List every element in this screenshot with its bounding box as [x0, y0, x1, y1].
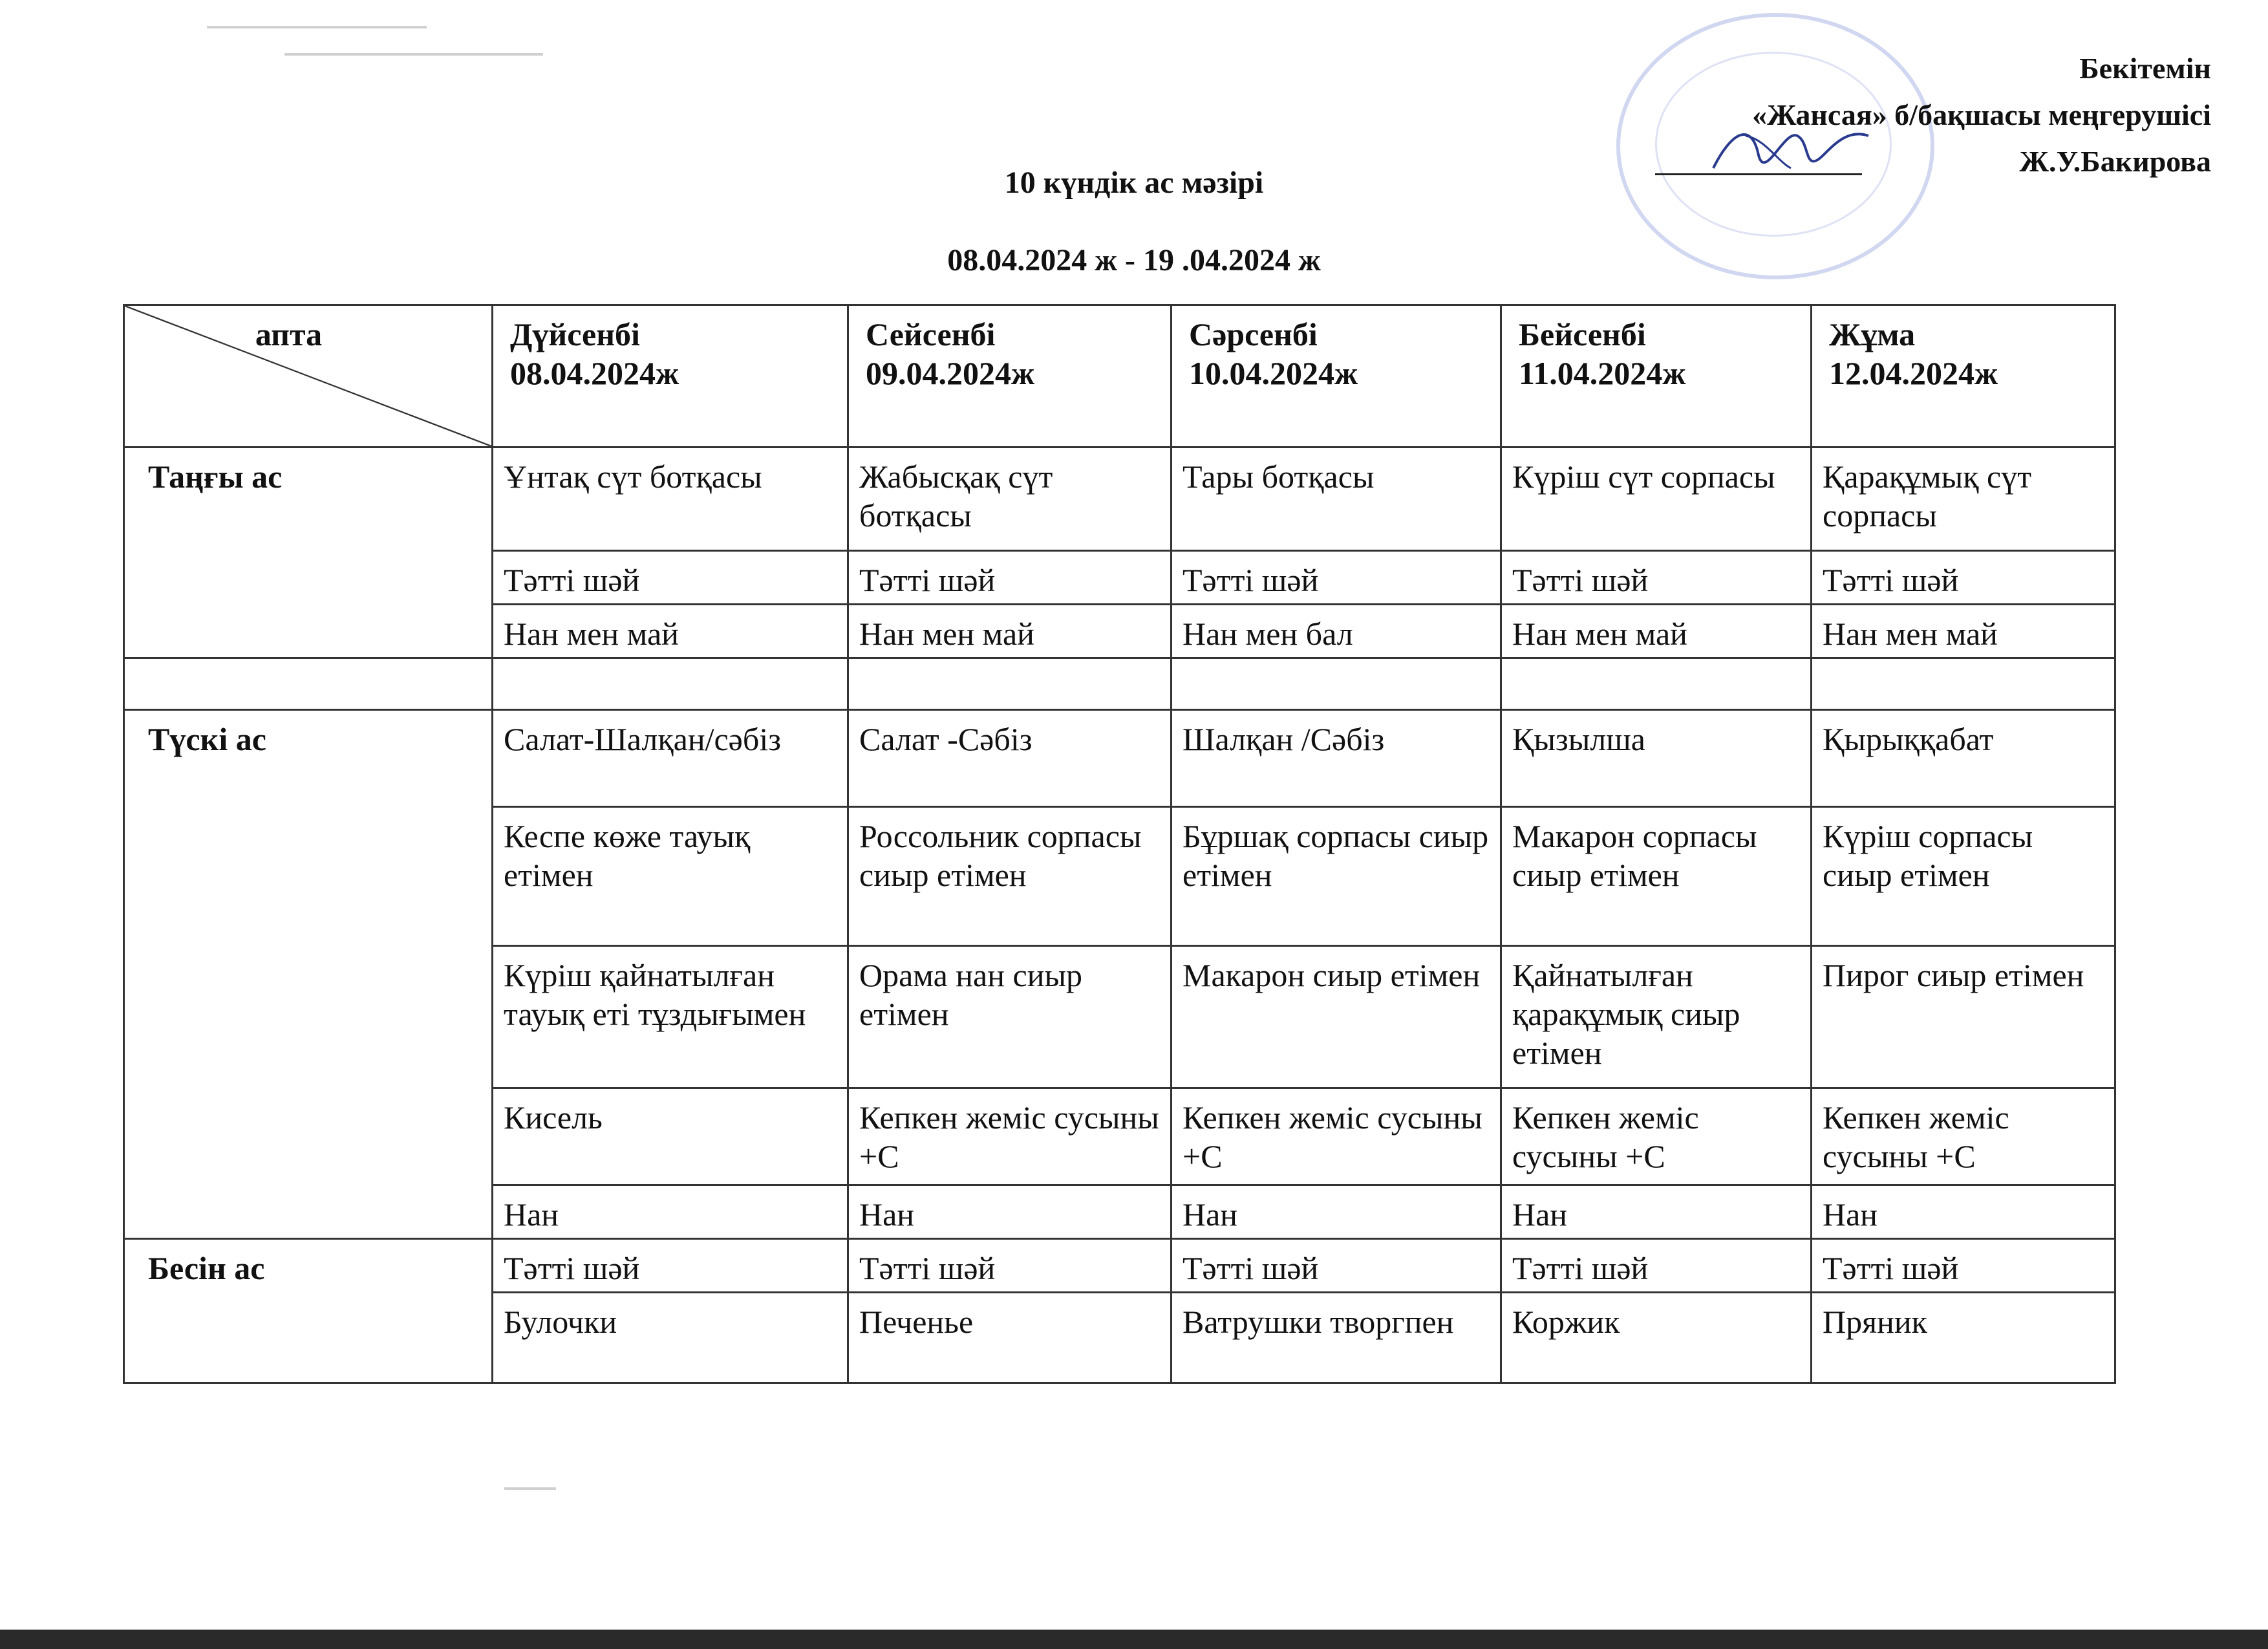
menu-cell: Тәтті шәй: [493, 1239, 848, 1293]
menu-cell: Нан: [1501, 1185, 1812, 1239]
day-date: 11.04.2024ж: [1519, 355, 1686, 391]
menu-cell: Россольник сорпасы сиыр етімен: [848, 807, 1171, 946]
day-name: Сейсенбі: [866, 316, 996, 352]
scan-edge: [0, 1630, 2268, 1649]
menu-cell: Кисель: [493, 1088, 848, 1185]
approval-position: «Жансая» б/бақшасы меңгерушісі: [1752, 98, 2211, 131]
menu-cell: Тәтті шәй: [493, 551, 848, 605]
menu-cell: Нан: [1171, 1185, 1501, 1239]
scan-smudge: [504, 1487, 556, 1490]
menu-cell: Нан: [848, 1185, 1171, 1239]
table-row: [124, 447, 2115, 551]
menu-cell: Ұнтақ сүт ботқасы: [493, 447, 848, 551]
menu-cell: Күріш сүт сорпасы: [1501, 447, 1812, 551]
menu-cell: Кепкен жеміс сусыны +С: [1171, 1088, 1501, 1185]
menu-cell: Орама нан сиыр етімен: [848, 946, 1171, 1088]
empty-cell: [124, 658, 493, 710]
menu-cell: Салат -Сәбіз: [848, 710, 1171, 807]
day-name: Бейсенбі: [1519, 316, 1646, 352]
table-row: [124, 1239, 2115, 1293]
day-header: [848, 305, 1171, 447]
menu-cell: Салат-Шалқан/сәбіз: [493, 710, 848, 807]
day-name: Дүйсенбі: [510, 316, 640, 352]
approval-heading: Бекітемін: [2079, 52, 2211, 85]
menu-cell: Кепкен жеміс сусыны +С: [848, 1088, 1171, 1185]
empty-cell: [1501, 658, 1812, 710]
menu-cell: Пирог сиыр етімен: [1812, 946, 2115, 1088]
menu-cell: Кепкен жеміс сусыны +С: [1501, 1088, 1812, 1185]
approval-block: [1752, 45, 2211, 185]
table-row: [124, 710, 2115, 807]
menu-cell: Кеспе көже тауық етімен: [493, 807, 848, 946]
menu-cell: Нан: [1812, 1185, 2115, 1239]
menu-cell: Нан: [493, 1185, 848, 1239]
menu-cell: Коржик: [1501, 1293, 1812, 1383]
document-title: 10 күндік ас мәзірі: [1004, 166, 1264, 200]
scan-smudge: [284, 53, 543, 56]
day-date: 09.04.2024ж: [866, 355, 1035, 391]
menu-cell: Тәтті шәй: [1812, 1239, 2115, 1293]
menu-cell: Жабысқақ сүт ботқасы: [848, 447, 1171, 551]
menu-cell: Тәтті шәй: [1501, 1239, 1812, 1293]
meal-label-snack: Бесін ас: [124, 1239, 493, 1383]
menu-cell: Шалқан /Сәбіз: [1171, 710, 1501, 807]
day-date: 10.04.2024ж: [1189, 355, 1358, 391]
menu-cell: Тәтті шәй: [1171, 1239, 1501, 1293]
menu-cell: Тәтті шәй: [1501, 551, 1812, 605]
menu-cell: Нан мен май: [848, 605, 1171, 658]
menu-cell: Тәтті шәй: [1812, 551, 2115, 605]
menu-cell: Қарақұмық сүт сорпасы: [1812, 447, 2115, 551]
menu-cell: Нан мен май: [1501, 605, 1812, 658]
week-label: апта: [255, 316, 323, 352]
menu-cell: Қайнатылған қарақұмық сиыр етімен: [1501, 946, 1812, 1088]
menu-cell: Қырыққабат: [1812, 710, 2115, 807]
menu-cell: Күріш сорпасы сиыр етімен: [1812, 807, 2115, 946]
menu-cell: Ватрушки творгпен: [1171, 1293, 1501, 1383]
menu-cell: Булочки: [493, 1293, 848, 1383]
menu-cell: Тәтті шәй: [848, 1239, 1171, 1293]
day-name: Жұма: [1829, 316, 1916, 352]
menu-cell: Печенье: [848, 1293, 1171, 1383]
day-header: [1171, 305, 1501, 447]
day-date: 08.04.2024ж: [510, 355, 679, 391]
header-row: [124, 305, 2115, 447]
menu-cell: Тары ботқасы: [1171, 447, 1501, 551]
scan-smudge: [207, 26, 427, 28]
menu-cell: Күріш қайнатылған тауық еті тұздығымен: [493, 946, 848, 1088]
menu-cell: Тәтті шәй: [848, 551, 1171, 605]
menu-cell: Пряник: [1812, 1293, 2115, 1383]
day-date: 12.04.2024ж: [1829, 355, 1998, 391]
day-header: [1812, 305, 2115, 447]
empty-cell: [493, 658, 848, 710]
approval-signatory: Ж.У.Бакирова: [2019, 145, 2211, 178]
menu-cell: Тәтті шәй: [1171, 551, 1501, 605]
menu-cell: Макарон сиыр етімен: [1171, 946, 1501, 1088]
day-header: [493, 305, 848, 447]
menu-cell: Кепкен жеміс сусыны +С: [1812, 1088, 2115, 1185]
menu-cell: Қызылша: [1501, 710, 1812, 807]
empty-cell: [848, 658, 1171, 710]
menu-cell: Бұршақ сорпасы сиыр етімен: [1171, 807, 1501, 946]
empty-cell: [1171, 658, 1501, 710]
meal-label-breakfast: Таңғы ас: [124, 447, 493, 658]
menu-cell: Нан мен бал: [1171, 605, 1501, 658]
menu-table: [123, 304, 2116, 1384]
menu-cell: Нан мен май: [493, 605, 848, 658]
menu-cell: Нан мен май: [1812, 605, 2115, 658]
document-period: 08.04.2024 ж - 19 .04.2024 ж: [947, 243, 1321, 277]
menu-cell: Макарон сорпасы сиыр етімен: [1501, 807, 1812, 946]
corner-cell: [124, 305, 493, 447]
day-header: [1501, 305, 1812, 447]
empty-cell: [1812, 658, 2115, 710]
empty-row: [124, 658, 2115, 710]
meal-label-lunch: Түскі ас: [124, 710, 493, 1239]
day-name: Сәрсенбі: [1189, 316, 1318, 352]
